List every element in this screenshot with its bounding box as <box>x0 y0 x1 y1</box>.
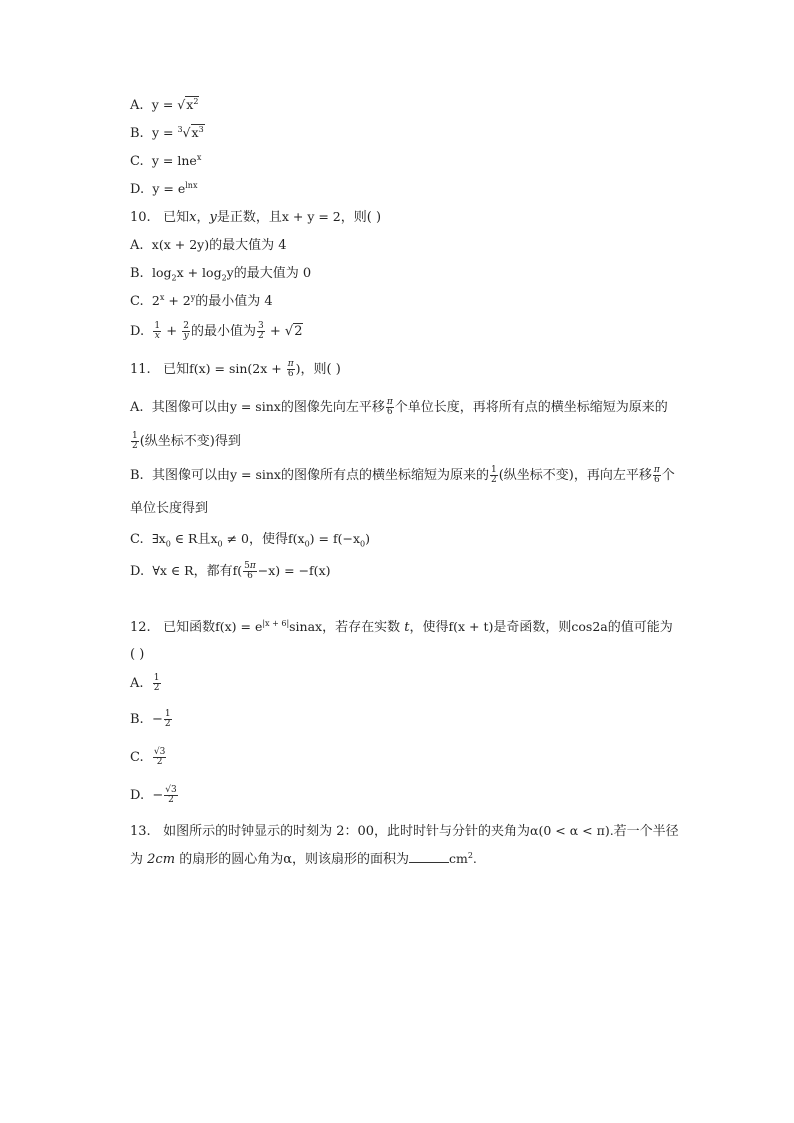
q10-option-c: C. $2^x + 2^y$的最小值为 4 <box>130 292 273 309</box>
option-label: D. <box>130 788 145 803</box>
q10-option-b: B. $\log_2x + \log_2y$的最大值为 0 <box>130 265 312 283</box>
option-label: D. <box>130 182 145 197</box>
stem-text: ，则( ) <box>340 210 382 225</box>
stem-text: ，使得 <box>409 620 449 635</box>
option-label: A. <box>130 98 144 113</box>
stem-text: ，则( ) <box>300 362 341 377</box>
option-label: B. <box>130 468 144 483</box>
option-text: ，使得 <box>249 532 289 547</box>
option-text: 其图像可以由 <box>151 468 230 483</box>
stem-text: 是正数，且 <box>216 210 282 225</box>
option-text: 其图像可以由 <box>151 400 230 415</box>
q11-option-c: C. $\exists x_0$ ∈ R且$x_0 \ne 0$，使得$f(x_0) = f(-x_0)$ <box>130 531 370 549</box>
q12-option-b: B. − $\frac{1}{2}$ <box>130 709 171 729</box>
option-label: B. <box>130 712 144 727</box>
q10-stem: 10. 已知x，y是正数，且x + y = 2，则( ) <box>130 209 382 225</box>
answer-paren: ( ) <box>130 647 145 662</box>
option-text: 的最大值为 4 <box>209 238 287 253</box>
stem-text: 的扇形的圆心角为α，则该扇形的面积为 <box>179 852 409 867</box>
stem-text: 若一个半径 <box>613 824 679 839</box>
option-text: 的最大值为 0 <box>233 266 312 281</box>
option-text: ，都有 <box>193 564 233 579</box>
q9-option-a: A. $y = √x^2$ <box>130 96 199 113</box>
q12-option-a: A. $\frac{1}{2}$ <box>130 673 160 693</box>
option-text: (纵坐标不变)，再向左平移 <box>498 468 652 483</box>
question-number: 10. <box>130 210 151 225</box>
option-label: D. <box>130 324 145 339</box>
q12-paren <box>130 646 710 664</box>
q12-option-c: C. $\frac{√3}{2}$ <box>130 747 166 767</box>
stem-text: 如图所示的时钟显示的时刻为 2：00，此时时针与分针的夹角为 <box>163 824 531 839</box>
stem-text: 已知 <box>163 210 190 225</box>
option-text: 的图像先向左平移 <box>280 400 385 415</box>
q10-option-a: A. x(x + 2y)的最大值为 4 <box>130 237 287 253</box>
q11-option-d: D. ∀x ∈ R，都有f( $\frac{5\pi}{6}$ −x) = −f(x) <box>130 561 331 581</box>
option-label: A. <box>130 238 144 253</box>
option-text: 个 <box>661 468 675 483</box>
option-text: 的图像所有点的横坐标缩短为原来的 <box>280 468 489 483</box>
option-text: 单位长度得到 <box>130 501 209 516</box>
q11-option-b-line1: B. 其图像可以由y = sinx的图像所有点的横坐标缩短为原来的 $\frac{1}{2}$ (纵坐标不变)，再向左平移 $\frac{\pi}{6}$ 个 <box>130 465 675 485</box>
option-label: A. <box>130 676 144 691</box>
q13-line2: 为 2cm 的扇形的圆心角为α，则该扇形的面积为 $cm^2$. <box>130 850 477 867</box>
q11-stem: 11. 已知f(x) = sin(2x + $\frac{\pi}{6}$ )，则( ) <box>130 359 341 379</box>
q11-option-b-line2 <box>130 500 710 518</box>
option-label: B. <box>130 266 144 281</box>
option-label: C. <box>130 532 144 547</box>
option-label: B. <box>130 126 144 141</box>
question-number: 12. <box>130 620 151 635</box>
option-label: D. <box>130 564 145 579</box>
question-number: 13. <box>130 824 151 839</box>
q9-option-c: C. y = lne$^x$ <box>130 152 202 169</box>
option-label: C. <box>130 750 144 765</box>
option-text: 的最小值为 4 <box>195 294 273 309</box>
q10-option-d: D. $\frac{1}{x}$ + $\frac{2}{y}$ 的最小值为 $\frac{3}{2}$ + √2 <box>130 321 303 341</box>
q9-option-d: D. $y = e^{lnx}$ <box>130 180 198 197</box>
stem-text: 已知函数 <box>163 620 216 635</box>
option-text: (纵坐标不变)得到 <box>139 434 241 449</box>
question-number: 11. <box>130 362 151 377</box>
option-label: C. <box>130 294 144 309</box>
q13-line1: 13. 如图所示的时钟显示的时刻为 2：00，此时时针与分针的夹角为α(0 < α < π).若一个半径 <box>130 823 679 839</box>
q12-option-d: D. − $\frac{√3}{2}$ <box>130 785 177 805</box>
option-text: 且 <box>197 532 211 547</box>
q12-stem: 12. 已知函数$f(x) = e^{|x + 6|}sinax$，若存在实数 t，使得f(x + t)是奇函数，则cos2a的值可能为 <box>130 618 673 635</box>
option-label: A. <box>130 400 144 415</box>
stem-text: 是奇函数，则 <box>493 620 572 635</box>
stem-text: 的值可能为 <box>607 620 673 635</box>
stem-text: ，若存在实数 <box>322 620 401 635</box>
q11-option-a-line2: $\frac{1}{2}$ (纵坐标不变)得到 <box>132 431 241 451</box>
answer-blank[interactable] <box>409 850 449 863</box>
q9-option-b: B. $y = ^3√x^3$ <box>130 124 204 141</box>
option-text: 个单位长度，再将所有点的横坐标缩短为原来的 <box>394 400 668 415</box>
option-text: 的最小值为 <box>191 324 257 339</box>
option-label: C. <box>130 154 144 169</box>
q11-option-a-line1: A. 其图像可以由y = sinx的图像先向左平移 $\frac{\pi}{6}$ 个单位长度，再将所有点的横坐标缩短为原来的 <box>130 397 668 417</box>
stem-text: 已知 <box>163 362 190 377</box>
unit-text: cm <box>448 851 468 866</box>
stem-text: 为 <box>130 852 144 867</box>
